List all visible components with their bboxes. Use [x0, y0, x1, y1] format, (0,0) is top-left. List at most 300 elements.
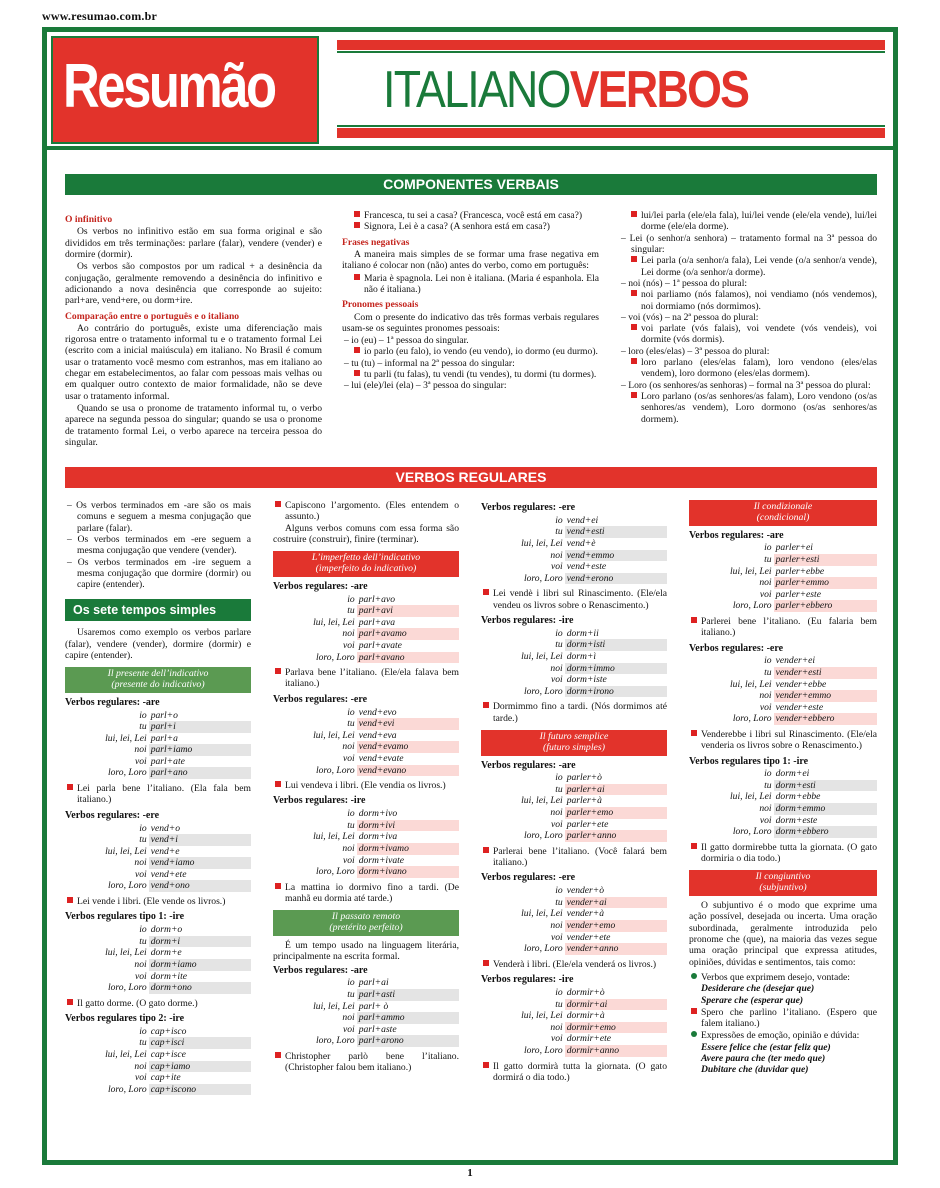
- verb-form-cell: parl+avi: [357, 605, 459, 617]
- tense-name: Il passato remoto: [331, 911, 401, 923]
- regulares-col-4: [689, 500, 877, 1076]
- table-row: [481, 784, 667, 796]
- pronoun-cell: io: [764, 542, 772, 554]
- tense-translation: (subjuntivo): [759, 882, 807, 894]
- tense-name: L’imperfetto dell’indicativo: [311, 552, 421, 564]
- verb-form-cell: vend+evate: [358, 752, 404, 764]
- table-row: [65, 756, 251, 768]
- paragraph: Ao contrário do português, existe uma diferenciação mais rigorosa entre o tratamento informal tu e o tratamento formal Lei (escrito com a inicial maiúscula) em italiano. No Brasil é comum usar o tratamento você mesmo com estranhos, mas em italiano ao chegar em estabelecimentos, ao falar com pessoas mais velhas ou em qualquer outro contexto de maior formalidade, não se deve usar o tratamento informal.: [65, 322, 322, 402]
- tense-box-imperfetto: [273, 551, 459, 577]
- list-item-text: voi (vós) – na 2ª pessoa do plural:: [628, 311, 759, 323]
- table-row: [273, 1001, 459, 1013]
- table-row: [481, 561, 667, 573]
- table-header: Verbos regulares: -ire: [481, 614, 574, 626]
- tense-translation: (condicional): [756, 511, 810, 523]
- conjugation-table: [273, 694, 459, 776]
- table-row: [65, 1049, 251, 1061]
- pronoun-cell: loro, Loro: [523, 830, 563, 842]
- verb-form-cell: parl+avano: [357, 652, 459, 664]
- table-row: [481, 932, 667, 944]
- table-row: [65, 982, 251, 994]
- pronoun-cell: lui, lei, Lei: [313, 729, 355, 741]
- table-row: [65, 1072, 251, 1084]
- verb-form-cell: vender+à: [566, 908, 605, 920]
- list-item-text: loro (eles/elas) – 3ª pessoa do plural:: [628, 345, 770, 357]
- componentes-col-3: [619, 210, 877, 425]
- pronoun-cell: tu: [555, 896, 563, 908]
- example-item: loro parlano (eles/elas falam), loro vendono (eles/elas vendem), loro dormono (eles/elas dormem).: [619, 357, 877, 380]
- table-row: [273, 753, 459, 765]
- pronoun-cell: lui, lei, Lei: [313, 831, 355, 843]
- table-row: [481, 807, 667, 819]
- table-row: [65, 1084, 251, 1096]
- header: [47, 32, 893, 150]
- verb-form-cell: dorm+iva: [358, 831, 398, 843]
- verb-form-cell: vend+o: [150, 822, 181, 834]
- pronoun-cell: lui, lei, Lei: [521, 908, 563, 920]
- table-header: Verbos regulares tipo 1: -ire: [689, 755, 809, 767]
- list-item: Expressões de emoção, opinião e dúvida:: [689, 1030, 877, 1041]
- list-item: – voi (vós) – na 2ª pessoa do plural:: [621, 311, 759, 323]
- page-number: 1: [467, 1167, 473, 1179]
- list-item-text: Os verbos terminados em -ere seguem a mesma conjugação que vendere (vender).: [77, 533, 251, 557]
- list-item: Verbos que exprimem desejo, vontade:: [689, 972, 877, 983]
- table-row: [273, 741, 459, 753]
- table-header: Verbos regulares: -ere: [481, 872, 576, 884]
- verb-form-cell: parl+ammo: [357, 1012, 459, 1024]
- pronoun-cell: io: [764, 768, 772, 780]
- pronoun-cell: loro, Loro: [107, 767, 147, 779]
- heading-pronomes-pessoais: Pronomes pessoais: [342, 299, 419, 311]
- pronoun-cell: lui, lei, Lei: [105, 947, 147, 959]
- example-item: Il gatto dormirebbe tutta la giornata. (O gato dormiria o dia todo.): [689, 842, 877, 865]
- pronoun-cell: tu: [347, 988, 355, 1000]
- table-header: Verbos regulares: -are: [65, 696, 160, 708]
- list-item: – Loro (os senhores/as senhoras) – formal na 3ª pessoa do plural:: [621, 379, 871, 391]
- pronoun-cell: noi: [342, 628, 355, 640]
- pronoun-cell: lui, lei, Lei: [521, 795, 563, 807]
- verb-form-cell: dorm+ivamo: [357, 843, 459, 855]
- pronoun-cell: voi: [134, 970, 147, 982]
- tense-box-congiuntivo: [689, 870, 877, 896]
- table-row: [273, 866, 459, 878]
- table-row: [481, 663, 667, 675]
- verb-form-cell: vender+ebbero: [774, 713, 877, 725]
- table-row: [65, 846, 251, 858]
- title-italiano: ITALIANO: [383, 61, 570, 119]
- verb-form-cell: cap+isco: [150, 1025, 187, 1037]
- pronoun-cell: tu: [555, 783, 563, 795]
- pronoun-cell: noi: [759, 577, 772, 589]
- paragraph: É um tempo usado na linguagem literária, principalmente na escrita formal.: [273, 939, 459, 963]
- list-item: – lui (ele)/lei (ela) – 3ª pessoa do singular:: [344, 380, 507, 392]
- table-row: [689, 791, 877, 803]
- pronoun-cell: voi: [550, 674, 563, 686]
- tense-box-presente: [65, 667, 251, 693]
- verb-form-cell: vend+evi: [357, 718, 459, 730]
- pronoun-cell: tu: [555, 998, 563, 1010]
- verb-form-cell: dorm+ivate: [358, 854, 405, 866]
- pronoun-cell: noi: [550, 807, 563, 819]
- example-item: lui/lei parla (ele/ela fala), lui/lei vende (ele/ela vende), lui/lei dorme (ele/ela dorme).: [619, 210, 877, 233]
- verb-form-cell: dorm+ei: [775, 768, 810, 780]
- table-row: [273, 977, 459, 989]
- pronoun-cell: io: [555, 885, 563, 897]
- pronoun-cell: loro, Loro: [732, 713, 772, 725]
- conjugation-table: [481, 502, 667, 584]
- pronoun-cell: loro, Loro: [315, 866, 355, 878]
- paragraph: Usaremos como exemplo os verbos parlare (falar), vendere (vender), dormire (dormir) e capire (entender).: [65, 627, 251, 661]
- pronoun-cell: lui, lei, Lei: [730, 678, 772, 690]
- verb-form-cell: parler+ai: [565, 784, 667, 796]
- table-row: [481, 943, 667, 955]
- pronoun-cell: voi: [134, 1072, 147, 1084]
- list-item: – loro (eles/elas) – 3ª pessoa do plural:: [621, 345, 770, 357]
- pronoun-cell: voi: [342, 1023, 355, 1035]
- verb-form-cell: parl+avamo: [357, 628, 459, 640]
- verb-form-cell: parl+ ò: [358, 1000, 389, 1012]
- verb-form-cell: vend+e: [150, 845, 180, 857]
- conjugation-table: [65, 810, 251, 892]
- example-item: Capiscono l’argomento. (Eles entendem o assunto.): [273, 500, 459, 523]
- table-row: [273, 1035, 459, 1047]
- pronoun-cell: tu: [347, 819, 355, 831]
- list-item: – Os verbos terminados em -are são os mais comuns e seguem a mesma conjugação que parlare (falar).: [67, 500, 251, 534]
- pronoun-cell: lui, lei, Lei: [521, 1010, 563, 1022]
- verb-form-cell: vend+evano: [357, 765, 459, 777]
- verb-form-cell: parl+ai: [358, 977, 389, 989]
- verb-form-cell: dorm+isti: [565, 639, 667, 651]
- verb-form-cell: parl+a: [150, 732, 178, 744]
- table-row: [273, 707, 459, 719]
- conjugation-table: [689, 756, 877, 838]
- table-row: [481, 538, 667, 550]
- verb-form-cell: vender+anno: [565, 943, 667, 955]
- example-item: Christopher parlò bene l’italiano. (Christopher falou bem italiano.): [273, 1051, 459, 1074]
- table-row: [273, 605, 459, 617]
- example-item: Loro parlano (os/as senhores/as falam), Loro vendono (os/as senhores/as vendem), Loro dormono (os/as senhores/as dormem).: [619, 391, 877, 425]
- tense-translation: (futuro simples): [543, 741, 605, 753]
- paragraph: Com o presente do indicativo das três formas verbais regulares usam-se os seguintes pronomes pessoais:: [342, 311, 599, 334]
- regulares-col-3: [481, 500, 667, 1087]
- pronoun-cell: voi: [759, 588, 772, 600]
- table-row: [65, 710, 251, 722]
- list-item-text: tu (tu) – informal na 2ª pessoa do singular:: [351, 357, 515, 369]
- verb-form-cell: vend+evo: [358, 706, 397, 718]
- verb-form-cell: parl+o: [150, 709, 178, 721]
- pronoun-cell: voi: [134, 755, 147, 767]
- verb-form-cell: parler+ete: [566, 818, 609, 830]
- table-header: Verbos regulares: -ere: [65, 809, 160, 821]
- example-item: Il gatto dormirà tutta la giornata. (O gato dormirá o dia todo.): [481, 1061, 667, 1084]
- list-item: – Lei (o senhor/a senhora) – tratamento formal na 3ª pessoa do singular:: [621, 232, 877, 255]
- verb-form-cell: dormir+ai: [565, 999, 667, 1011]
- pronoun-cell: loro, Loro: [732, 826, 772, 838]
- pronoun-cell: voi: [759, 701, 772, 713]
- pronoun-cell: tu: [555, 526, 563, 538]
- table-row: [481, 515, 667, 527]
- verb-form-cell: parl+asti: [357, 989, 459, 1001]
- pronoun-cell: io: [347, 808, 355, 820]
- table-row: [65, 869, 251, 881]
- conjugation-table: [65, 1013, 251, 1095]
- tense-name: Il presente dell’indicativo: [107, 668, 209, 680]
- table-row: [689, 815, 877, 827]
- verb-form-cell: dorm+ono: [149, 982, 251, 994]
- table-row: [689, 690, 877, 702]
- table-row: [481, 674, 667, 686]
- conjugation-table: [481, 615, 667, 697]
- componentes-col-2: [342, 210, 599, 392]
- pronoun-cell: noi: [134, 1060, 147, 1072]
- table-row: [273, 1012, 459, 1024]
- pronoun-cell: tu: [764, 779, 772, 791]
- tense-box-futuro: [481, 730, 667, 756]
- verb-form-cell: vend+ei: [566, 514, 599, 526]
- example-item: Lei parla bene l’italiano. (Ela fala bem italiano.): [65, 783, 251, 806]
- verb-form-cell: dormir+emo: [565, 1022, 667, 1034]
- verb-form-cell: dorm+ì: [566, 650, 597, 662]
- list-item-text: Loro (os senhores/as senhoras) – formal na 3ª pessoa do plural:: [628, 379, 871, 391]
- paragraph: Quando se usa o pronome de tratamento informal tu, o verbo aparece na segunda pessoa do singular; quando se usa o pronome de tratamento formal Lei, o verbo aparece na terceira pessoa do singular.: [65, 403, 322, 448]
- table-row: [65, 834, 251, 846]
- conjugation-table: [65, 911, 251, 993]
- pronoun-cell: noi: [550, 549, 563, 561]
- conjugation-table: [481, 974, 667, 1056]
- verb-form-cell: vender+ai: [565, 897, 667, 909]
- table-header: Verbos regulares tipo 1: -ire: [65, 911, 185, 923]
- table-row: [689, 803, 877, 815]
- pronoun-cell: io: [139, 822, 147, 834]
- conjugation-table: [65, 697, 251, 779]
- table-row: [65, 1061, 251, 1073]
- verb-form-cell: parl+avo: [358, 593, 396, 605]
- table-row: [273, 652, 459, 664]
- verb-form-cell: dorm+ivano: [357, 866, 459, 878]
- table-row: [65, 971, 251, 983]
- verb-form-cell: cap+ite: [150, 1072, 181, 1084]
- pronoun-cell: io: [555, 627, 563, 639]
- table-row: [689, 667, 877, 679]
- table-row: [689, 554, 877, 566]
- heading-sete-tempos: Os sete tempos simples: [65, 599, 251, 622]
- pronoun-cell: loro, Loro: [523, 685, 563, 697]
- verb-form-cell: dorm+esti: [774, 780, 877, 792]
- pronoun-cell: io: [139, 924, 147, 936]
- pronoun-cell: io: [555, 772, 563, 784]
- paragraph: Alguns verbos comuns com essa forma são costruire (construir), finire (terminar).: [273, 522, 459, 545]
- pronoun-cell: voi: [342, 854, 355, 866]
- table-row: [481, 651, 667, 663]
- verb-form-cell: vend+este: [566, 561, 607, 573]
- list-item: – io (eu) – 1ª pessoa do singular.: [344, 335, 469, 347]
- list-item-text: Os verbos terminados em -are são os mais comuns e seguem a mesma conjugação que parlare (falar).: [76, 500, 251, 534]
- pronoun-cell: tu: [347, 718, 355, 730]
- pronoun-cell: tu: [347, 605, 355, 617]
- table-row: [481, 573, 667, 585]
- table-row: [481, 1033, 667, 1045]
- verb-form-cell: vend+ete: [150, 868, 187, 880]
- pronoun-cell: io: [347, 977, 355, 989]
- tense-box-passato-remoto: [273, 910, 459, 936]
- verb-form-cell: dorm+ebbero: [774, 826, 877, 838]
- table-row: [65, 857, 251, 869]
- pronoun-cell: lui, lei, Lei: [313, 1000, 355, 1012]
- site-url: www.resumao.com.br: [42, 9, 158, 23]
- example-item: Parlerai bene l’italiano. (Você falará bem italiano.): [481, 846, 667, 869]
- verb-form-cell: dormir+ete: [566, 1033, 611, 1045]
- table-header: Verbos regulares: -ere: [273, 693, 368, 705]
- table-row: [689, 542, 877, 554]
- table-header: Verbos regulares: -are: [273, 964, 368, 976]
- table-row: [481, 999, 667, 1011]
- verb-form-cell: dorm+ivo: [358, 808, 398, 820]
- table-row: [65, 744, 251, 756]
- verb-form-cell: vend+evamo: [357, 741, 459, 753]
- pronoun-cell: noi: [550, 662, 563, 674]
- example-item: Dormimmo fino a tardi. (Nós dormimos até tarde.): [481, 701, 667, 724]
- table-row: [481, 772, 667, 784]
- table-row: [689, 780, 877, 792]
- verb-form-cell: vend+esti: [565, 526, 667, 538]
- table-row: [481, 1022, 667, 1034]
- conjugation-table: [273, 965, 459, 1047]
- pronoun-cell: tu: [764, 553, 772, 565]
- verb-form-cell: vender+esti: [774, 667, 877, 679]
- pronoun-cell: io: [139, 1025, 147, 1037]
- pronoun-cell: lui, lei, Lei: [313, 616, 355, 628]
- pronoun-cell: voi: [550, 1033, 563, 1045]
- verb-form-cell: vend+i: [149, 834, 251, 846]
- verb-form-cell: parler+emo: [565, 807, 667, 819]
- verb-form-cell: dormir+ò: [566, 986, 605, 998]
- pronoun-cell: loro, Loro: [523, 572, 563, 584]
- verb-form-cell: parl+avate: [358, 639, 402, 651]
- pronoun-cell: noi: [134, 958, 147, 970]
- table-row: [689, 679, 877, 691]
- table-row: [481, 550, 667, 562]
- tense-translation: (pretérito perfeito): [329, 922, 403, 934]
- pronoun-cell: lui, lei, Lei: [521, 537, 563, 549]
- expression: Dubitare che (duvidar que): [701, 1064, 809, 1076]
- table-row: [481, 830, 667, 842]
- verb-form-cell: parl+aste: [358, 1023, 397, 1035]
- verb-form-cell: parl+ate: [150, 755, 185, 767]
- example-item: noi parliamo (nós falamos), noi vendiamo (nós vendemos), noi dormiamo (nós dormimos).: [619, 289, 877, 312]
- verb-form-cell: dorm+i: [149, 936, 251, 948]
- example-item: io parlo (eu falo), io vendo (eu vendo), io dormo (eu durmo).: [342, 346, 599, 357]
- verb-form-cell: cap+isci: [149, 1037, 251, 1049]
- verb-form-cell: parler+esti: [774, 554, 877, 566]
- section-verbos-regulares: VERBOS REGULARES: [65, 467, 877, 488]
- paragraph: Os verbos são compostos por um radical + a desinência da conjugação, geralmente removendo a desinência do infinitivo e adicionando a nova desinência que corresponde ao sujeito: parl+are, vend+ere, ou dorm+ire.: [65, 261, 322, 307]
- table-row: [481, 987, 667, 999]
- pronoun-cell: io: [139, 709, 147, 721]
- table-row: [65, 880, 251, 892]
- pronoun-cell: noi: [759, 803, 772, 815]
- table-row: [273, 843, 459, 855]
- header-stripe: [337, 51, 885, 53]
- pronoun-cell: voi: [342, 639, 355, 651]
- verb-form-cell: vend+iamo: [149, 857, 251, 869]
- table-row: [273, 617, 459, 629]
- example-item: tu parli (tu falas), tu vendi (tu vendes), tu dormi (tu dormes).: [342, 369, 599, 380]
- table-header: Verbos regulares: -ire: [481, 974, 574, 986]
- pronoun-cell: lui, lei, Lei: [105, 1049, 147, 1061]
- verb-form-cell: parler+anno: [565, 830, 667, 842]
- verb-form-cell: vender+ei: [775, 655, 816, 667]
- logo-box: [51, 36, 319, 144]
- verb-form-cell: parl+i: [149, 721, 251, 733]
- table-header: Verbos regulares tipo 2: -ire: [65, 1013, 185, 1025]
- table-row: [273, 989, 459, 1001]
- verb-form-cell: vender+ebbe: [775, 678, 827, 690]
- page-title: [383, 61, 749, 119]
- example-item: Venderà i libri. (Ele/ela venderá os livros.): [481, 959, 667, 970]
- table-header: Verbos regulares: -are: [689, 529, 784, 541]
- verb-form-cell: parler+à: [566, 795, 602, 807]
- example-item: Venderebbe i libri sul Rinascimento. (Ele/ela venderia os livros sobre o Renascimento.): [689, 729, 877, 752]
- conjugation-table: [689, 643, 877, 725]
- pronoun-cell: noi: [550, 920, 563, 932]
- table-row: [481, 1045, 667, 1057]
- pronoun-cell: voi: [134, 868, 147, 880]
- list-item-text: io (eu) – 1ª pessoa do singular.: [351, 335, 469, 347]
- pronoun-cell: lui, lei, Lei: [105, 845, 147, 857]
- table-row: [65, 767, 251, 779]
- table-row: [273, 628, 459, 640]
- example-item: Parlerei bene l’italiano. (Eu falaria bem italiano.): [689, 616, 877, 639]
- table-row: [481, 908, 667, 920]
- example-item: Il gatto dorme. (O gato dorme.): [65, 998, 251, 1009]
- table-row: [481, 897, 667, 909]
- section-componentes-verbais: COMPONENTES VERBAIS: [65, 174, 877, 195]
- pronoun-cell: voi: [550, 818, 563, 830]
- table-row: [65, 733, 251, 745]
- list-item-text: noi (nós) – 1ª pessoa do plural:: [628, 277, 748, 289]
- table-row: [65, 1037, 251, 1049]
- heading-frases-negativas: Frases negativas: [342, 236, 410, 248]
- pronoun-cell: noi: [550, 1021, 563, 1033]
- pronoun-cell: tu: [139, 721, 147, 733]
- example-item: Lei parla (o/a senhor/a fala), Lei vende (o/a senhor/a vende), Lei dorme (o/a senhor/a dorme).: [619, 255, 877, 278]
- table-row: [481, 639, 667, 651]
- verb-form-cell: cap+isce: [150, 1049, 186, 1061]
- expression: Avere paura che (ter medo que): [701, 1053, 826, 1065]
- pronoun-cell: noi: [759, 690, 772, 702]
- pronoun-cell: loro, Loro: [732, 600, 772, 612]
- pronoun-cell: voi: [759, 814, 772, 826]
- logo: Resumão: [63, 52, 275, 121]
- pronoun-cell: loro, Loro: [107, 982, 147, 994]
- pronoun-cell: loro, Loro: [107, 1083, 147, 1095]
- componentes-col-1: [65, 210, 322, 449]
- verb-form-cell: vender+emo: [565, 920, 667, 932]
- pronoun-cell: voi: [550, 561, 563, 573]
- table-row: [689, 589, 877, 601]
- table-row: [481, 686, 667, 698]
- list-item: – Os verbos terminados em -ere seguem a mesma conjugação que vendere (vender).: [67, 533, 251, 557]
- example-item: La mattina io dormivo fino a tardi. (De manhã eu dormia até tarde.): [273, 882, 459, 905]
- pronoun-cell: io: [555, 514, 563, 526]
- verb-form-cell: dorm+iste: [566, 674, 607, 686]
- pronoun-cell: io: [555, 986, 563, 998]
- verb-form-cell: dorm+emmo: [774, 803, 877, 815]
- table-header: Verbos regulares: -ere: [481, 502, 576, 513]
- verb-form-cell: dorm+ivi: [357, 820, 459, 832]
- table-row: [65, 959, 251, 971]
- verb-form-cell: dormir+à: [566, 1010, 605, 1022]
